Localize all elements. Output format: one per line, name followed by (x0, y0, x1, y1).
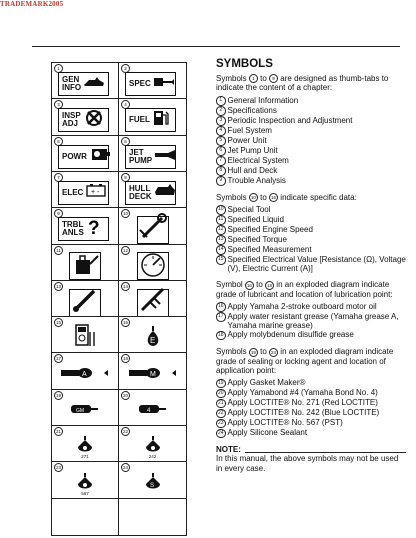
seal-item-text: Apply Silicone Sealant (227, 428, 308, 438)
chapter-item (216, 146, 406, 156)
svg-text:GM: GM (76, 407, 85, 414)
symbol-number: 8 (121, 173, 130, 182)
chapter-item-number: 9 (216, 176, 226, 186)
chapter-item (216, 106, 406, 116)
oil-drop-icon (140, 323, 166, 353)
intro-seal: Symbols 19 to 24 in an exploded diagram indicate grade of sealing or locking agent and location of application point: (216, 347, 394, 375)
grease-m-icon (128, 365, 178, 386)
data-item-text: Specified Measurement (227, 244, 312, 254)
chapter-item-text: Specifications (227, 105, 277, 115)
chapter-item-number: 1 (216, 96, 226, 106)
symbol-number: 3 (54, 100, 63, 109)
symbol-number: 23 (55, 465, 61, 471)
symbol-frame (137, 216, 169, 244)
data-list (216, 205, 406, 273)
symbol-number: 4 (121, 100, 130, 109)
seal-item (216, 398, 406, 408)
chapter-item-text: Fuel System (227, 125, 272, 135)
chapter-item-number: 6 (216, 146, 226, 156)
data-item-number: 13 (216, 235, 226, 245)
symbol-cell-3 (52, 99, 119, 135)
data-item (216, 245, 406, 255)
svg-text:4: 4 (146, 407, 150, 414)
symbol-cell-7 (52, 172, 119, 208)
seal-item-text: Apply Gasket Maker® (227, 378, 306, 388)
data-item-text: Specified Torque (227, 234, 287, 244)
lube-item-text: Apply molybdenum disulfide grease (227, 330, 354, 340)
symbol-number: 2 (121, 64, 130, 73)
symbol-body (119, 470, 186, 497)
seal-item-number: 24 (216, 429, 226, 439)
symbol-number: 22 (122, 429, 128, 435)
seal-item (216, 378, 406, 388)
symbol-body (119, 361, 186, 388)
chapter-abbr: HULL DECK (129, 183, 152, 201)
torque-wrench-icon (70, 286, 100, 317)
multimeter-icon (70, 322, 100, 353)
symbol-number: 16 (122, 320, 128, 326)
svg-text:M: M (149, 370, 156, 378)
symbol-cell-1 (52, 63, 119, 99)
chapter-tab (58, 72, 109, 96)
chapter-item-number: 2 (216, 106, 226, 116)
chapter-item-number: 4 (216, 126, 226, 136)
chapter-item-number: 8 (216, 166, 226, 176)
chapter-tab (125, 145, 176, 169)
lube-item-number: 17 (216, 312, 226, 322)
intro-chapters: Symbols 1 to 9 are designed as thumb-tabs to indicate the content of a chapter: (216, 74, 389, 93)
symbol-body (119, 325, 186, 352)
engine-icon (89, 146, 111, 167)
note-rule (245, 446, 406, 453)
header-rule (32, 46, 400, 47)
jet-pump-icon (154, 148, 176, 166)
chapter-item-text: Power Unit (227, 135, 267, 145)
seal-item-number: 23 (216, 419, 226, 429)
symbol-number: 10 (122, 211, 128, 217)
symbol-cell-8 (119, 172, 186, 208)
seal-list (216, 378, 406, 438)
question-icon (86, 217, 102, 242)
tools-icon (83, 110, 105, 131)
seal-item-number: 22 (216, 409, 226, 419)
data-item-text: Special Tool (227, 204, 271, 214)
data-item-number: 11 (216, 215, 226, 225)
symbol-body (119, 216, 186, 243)
symbols-description (216, 58, 406, 473)
svg-text:E: E (149, 336, 155, 346)
grease-a-icon (60, 365, 110, 386)
chapter-item-text: Electrical System (227, 155, 289, 165)
symbol-cell-9 (52, 208, 119, 244)
chapter-item-number: 5 (216, 136, 226, 146)
symbol-cell-6 (119, 136, 186, 172)
symbol-cell-14 (119, 281, 186, 317)
symbol-number: 21 (55, 429, 61, 435)
symbol-cell-23 (52, 462, 119, 498)
hull-icon (154, 183, 176, 202)
chapter-item (216, 136, 406, 146)
seal-item-number: 21 (216, 399, 226, 409)
silicone-sealant-icon (143, 471, 163, 498)
data-item (216, 225, 406, 235)
symbol-frame (137, 289, 169, 317)
chapter-tab (125, 108, 176, 132)
chapter-tab (58, 217, 109, 241)
watermark: TRADEMARK2005 (0, 0, 64, 8)
symbol-number: 24 (122, 465, 128, 471)
svg-text:A: A (82, 370, 87, 378)
seal-item (216, 428, 406, 438)
fuel-pump-icon (152, 109, 170, 132)
symbol-body (52, 289, 118, 316)
symbol-frame (69, 289, 101, 317)
empty-cell (52, 499, 119, 535)
chapter-tab (125, 181, 176, 205)
symbol-number: 9 (54, 209, 63, 218)
symbol-body (119, 398, 186, 425)
seal-item-text: Apply LOCTITE® No. 242 (Blue LOCTITE) (227, 408, 380, 418)
loctite-number: 271 (81, 454, 89, 460)
lube-item (216, 330, 406, 340)
symbol-number: 14 (122, 283, 128, 289)
yamabond-icon (138, 402, 168, 421)
lube-item (216, 312, 406, 330)
jet-ski-icon (83, 75, 105, 94)
symbol-cell-20 (119, 390, 186, 426)
seal-item (216, 388, 406, 398)
chapter-item (216, 176, 406, 186)
chapter-list (216, 96, 406, 186)
symbol-body (52, 325, 118, 352)
data-item (216, 255, 406, 273)
symbol-table (51, 62, 187, 536)
symbol-cell-2 (119, 63, 186, 99)
chapter-item (216, 126, 406, 136)
lube-item-text: Apply Yamaha 2-stroke outboard motor oil (227, 301, 377, 311)
data-item-number: 14 (216, 245, 226, 255)
symbol-number: 7 (54, 173, 63, 182)
symbol-number: 1 (54, 64, 63, 73)
symbol-frame (137, 252, 169, 280)
symbol-number: 20 (122, 392, 128, 398)
chapter-item (216, 166, 406, 176)
svg-text:?: ? (87, 217, 100, 237)
chapter-tab (58, 145, 109, 169)
loctite-number: 567 (81, 490, 89, 496)
symbol-number: 6 (121, 137, 130, 146)
symbol-number: 18 (122, 356, 128, 362)
seal-item-text: Apply LOCTITE® No. 271 (Red LOCTITE) (227, 398, 378, 408)
chapter-tab (125, 72, 176, 96)
symbol-cell-24 (119, 462, 186, 498)
symbol-number: 5 (54, 137, 63, 146)
chapter-abbr: INSP ADJ (62, 111, 81, 129)
symbol-cell-16 (119, 317, 186, 353)
chapter-abbr: SPEC (129, 79, 151, 88)
data-item-number: 15 (216, 255, 226, 265)
battery-icon (85, 183, 107, 202)
symbol-number: 17 (55, 356, 61, 362)
symbol-cell-18 (119, 353, 186, 389)
lube-list (216, 302, 406, 340)
seal-item-text: Apply Yamabond #4 (Yamaha Bond No. 4) (227, 388, 378, 398)
chapter-abbr: FUEL (129, 115, 150, 125)
symbol-cell-5 (52, 136, 119, 172)
symbol-number: 13 (55, 283, 61, 289)
gasket-maker-icon (70, 402, 100, 421)
symbol-cell-17 (52, 353, 119, 389)
lube-item-number: 16 (216, 302, 226, 312)
data-item-text: Specified Engine Speed (227, 224, 313, 234)
symbol-cell-21 (52, 426, 119, 462)
chapter-abbr: JET PUMP (129, 147, 153, 165)
data-item-number: 10 (216, 205, 226, 215)
chapter-item-number: 3 (216, 116, 226, 126)
symbol-cell-12 (119, 245, 186, 281)
chapter-item (216, 156, 406, 166)
symbol-number: 11 (54, 246, 63, 255)
symbol-cell-11 (52, 245, 119, 281)
oil-can-icon (70, 250, 100, 281)
chapter-item-text: Periodic Inspection and Adjustment (227, 115, 353, 125)
chapter-item (216, 96, 406, 106)
intro-lube: Symbol 16 to 18 in an exploded diagram indicate grade of lubricant and location of lubrication point: (216, 280, 393, 299)
data-item (216, 235, 406, 245)
chapter-item-number: 7 (216, 156, 226, 166)
symbol-cell-13 (52, 281, 119, 317)
chapter-abbr: GEN INFO (62, 75, 82, 92)
svg-text:+ -: + - (91, 189, 100, 197)
lube-item-number: 18 (216, 331, 226, 341)
chapter-abbr: ELEC (62, 187, 84, 197)
note-label: NOTE: (216, 445, 241, 455)
symbol-cell-10 (119, 208, 186, 244)
symbol-number: 15 (55, 320, 61, 326)
symbol-cell-19 (52, 390, 119, 426)
symbol-cell-15 (52, 317, 119, 353)
special-tool-icon (138, 213, 168, 244)
symbol-frame (69, 252, 101, 280)
lube-item (216, 302, 406, 312)
chapter-abbr: POWR (62, 151, 87, 161)
symbol-number: 12 (122, 247, 128, 253)
note-text: In this manual, the above symbols may not be used in every case. (216, 454, 399, 473)
seal-item-number: 20 (216, 389, 226, 399)
chapter-item-text: Hull and Deck (227, 165, 278, 175)
data-item (216, 215, 406, 225)
lube-item-text: Apply water resistant grease (Yamaha grease A, Yamaha marine grease) (227, 311, 399, 331)
seal-item (216, 408, 406, 418)
chapter-item (216, 116, 406, 126)
chapter-tab (58, 181, 109, 205)
seal-item (216, 418, 406, 428)
seal-item-number: 19 (216, 379, 226, 389)
symbol-body (52, 253, 118, 280)
data-item-number: 12 (216, 225, 226, 235)
data-item-text: Specified Electrical Value [Resistance (Ω), Voltage (V), Electric Current (A)] (227, 254, 406, 274)
seal-item-text: Apply LOCTITE® No. 567 (PST) (227, 418, 343, 428)
loctite-number: 242 (148, 454, 157, 460)
symbol-number: 19 (55, 392, 61, 398)
svg-text:S: S (149, 482, 154, 489)
symbol-body (119, 253, 186, 280)
symbol-body (52, 361, 118, 388)
chapter-abbr: TRBL ANLS (62, 220, 84, 238)
symbols-title: SYMBOLS (216, 58, 273, 70)
empty-cell (119, 499, 186, 535)
symbol-cell-4 (119, 99, 186, 135)
symbol-cell-22 (119, 426, 186, 462)
tachometer-icon (138, 250, 168, 281)
chapter-item-text: Jet Pump Unit (227, 145, 278, 155)
chapter-item-text: General Information (227, 95, 299, 105)
data-item-text: Specified Liquid (227, 214, 284, 224)
caliper-icon (138, 286, 168, 317)
data-item (216, 205, 406, 215)
symbol-body (119, 289, 186, 316)
chapter-item-text: Trouble Analysis (227, 175, 286, 185)
chapter-tab (58, 108, 109, 132)
symbol-body (52, 398, 118, 425)
intro-data: Symbols 10 to 15 indicate specific data: (216, 192, 357, 202)
wrench-icon (153, 75, 175, 94)
